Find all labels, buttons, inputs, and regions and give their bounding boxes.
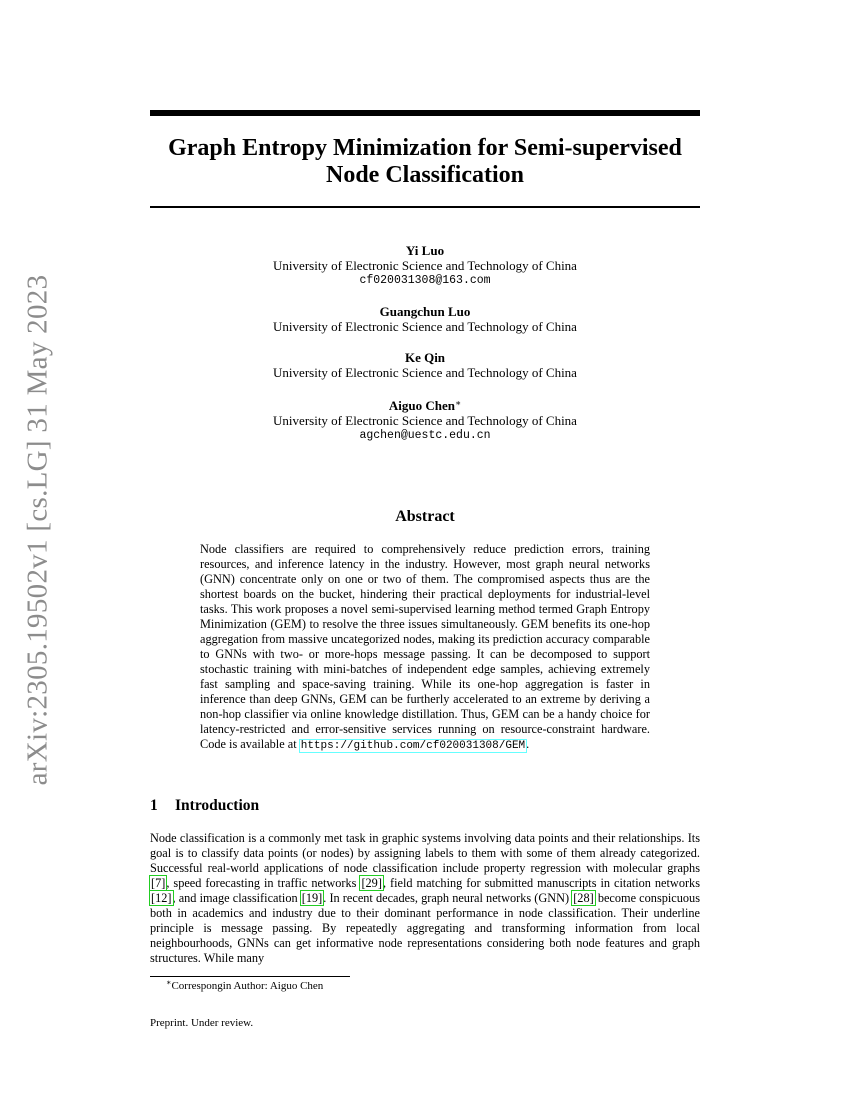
author-email[interactable]: cf020031308@163.com — [359, 274, 491, 287]
paper-title — [150, 135, 700, 189]
footnote-text: Correspongin Author: Aiguo Chen — [171, 980, 324, 992]
abstract-heading: Abstract — [395, 508, 455, 525]
abstract-body — [200, 542, 650, 754]
section-number: 1 — [150, 797, 158, 814]
title-bottom-rule — [150, 206, 700, 208]
author-email[interactable]: agchen@uestc.edu.cn — [359, 429, 491, 442]
author-affiliation: University of Electronic Science and Technology of China — [273, 365, 577, 380]
abstract-period: . — [526, 737, 530, 751]
preprint-note: Preprint. Under review. — [150, 1017, 254, 1029]
author-name: Ke Qin — [404, 350, 446, 365]
title-top-rule — [150, 110, 700, 116]
citation-link[interactable]: [29] — [361, 876, 382, 890]
author-entry — [150, 350, 700, 380]
author-block — [150, 243, 700, 459]
author-name: Aiguo Chen — [388, 398, 455, 413]
author-affiliation: University of Electronic Science and Technology of China — [273, 258, 577, 273]
intro-text: Node classification is a commonly met task in graphic systems involving data points and their relationships. Its goal is to classify data points (or nodes) by assigning labels to them with some of them already categorized. Successful real-world applications of node classification include property regression with molecular graphs — [150, 831, 700, 875]
author-entry — [150, 396, 700, 443]
citation-link[interactable]: [7] — [151, 876, 166, 890]
abstract-text: Node classifiers are required to comprehensively reduce prediction errors, training resources, and inference latency in the industry. However, most graph neural networks (GNN) concentrate only on one or two of them. The compromised aspects thus are the shortest boards on the bucket, hindering their practical deployments for industrial-level tasks. This work proposes a novel semi-supervised learning method termed Graph Entropy Minimization (GEM) to resolve the three issues simultaneously. GEM benefits its one-hop aggregation from massive uncategorized nodes, making its prediction accuracy comparable to GNNs with two- or more-hops message passing. It can be decomposed to support stochastic training with mini-batches of independent edge samples, achieving extremely fast sampling and space-saving training. While its one-hop aggregation is faster in inference than deep GNNs, GEM can be furtherly accelerated to an extreme by deriving a non-hop classifier via online knowledge distillation. Thus, GEM can be a handy choice for latency-restricted and error-sensitive services running on resource-constraint hardware. Code is available at — [200, 542, 650, 751]
author-name: Yi Luo — [405, 243, 445, 258]
title-line-2: Node Classification — [326, 162, 524, 188]
arxiv-identifier-stamp[interactable]: arXiv:2305.19502v1 [cs.LG] 31 May 2023 — [21, 274, 54, 786]
author-entry — [150, 243, 700, 288]
intro-text: . In recent decades, graph neural networks (GNN) — [323, 891, 573, 905]
intro-text: become conspicuous both in academics and industry due to their dominant performance in node classification. Their underline principle is message passing. By repeatedly aggregating and transforming information from local neighbourhoods, GNNs can get informative node representations considering both node features and graph structures. While many — [150, 891, 700, 965]
author-affiliation: University of Electronic Science and Technology of China — [273, 413, 577, 428]
citation-link[interactable]: [19] — [301, 891, 323, 905]
section-title: Introduction — [175, 797, 260, 814]
code-repository-link[interactable]: https://github.com/cf020031308/GEM — [300, 740, 526, 752]
intro-text: , speed forecasting in traffic networks — [166, 876, 361, 890]
citation-link[interactable]: [12] — [151, 891, 172, 905]
introduction-paragraph — [150, 831, 700, 966]
intro-text: , and image classification — [172, 891, 301, 905]
corresponding-author-marker[interactable]: ∗ — [454, 398, 462, 408]
author-affiliation: University of Electronic Science and Technology of China — [273, 319, 577, 334]
author-name: Guangchun Luo — [379, 304, 471, 319]
intro-text: , field matching for submitted manuscripts in citation networks — [382, 876, 700, 890]
footnote — [166, 978, 323, 992]
footnote-marker: ∗ — [166, 978, 172, 987]
title-line-1: Graph Entropy Minimization for Semi-supervised — [168, 135, 682, 161]
author-entry — [150, 304, 700, 334]
footnote-rule — [150, 976, 350, 977]
citation-link[interactable]: [28] — [573, 891, 594, 905]
section-heading — [150, 797, 259, 815]
